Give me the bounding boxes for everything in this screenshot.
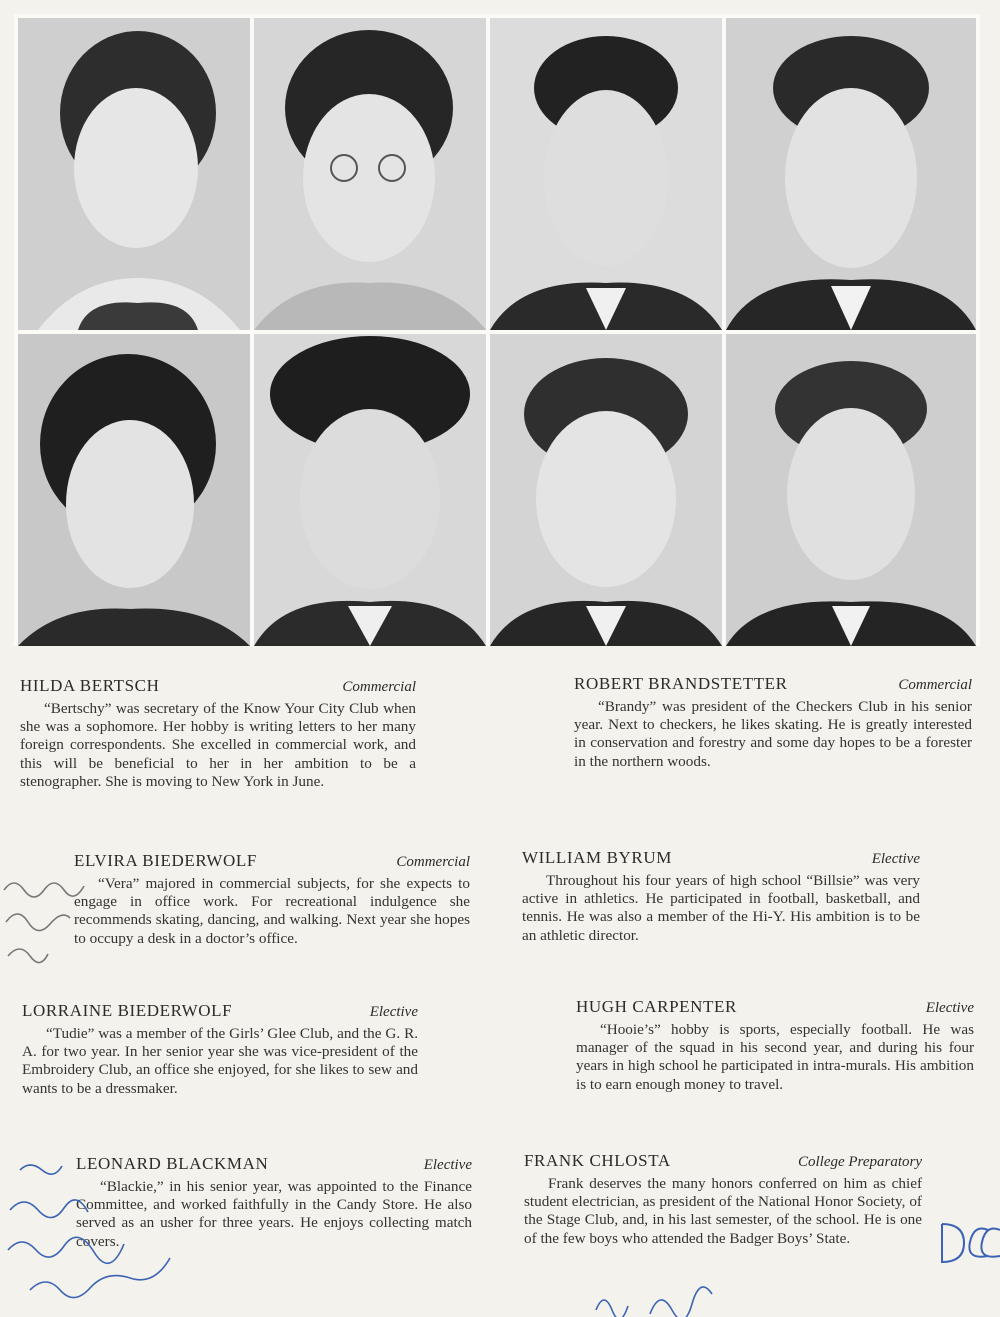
portrait-elvira-biederwolf (490, 18, 722, 330)
student-name: ELVIRA BIEDERWOLF (74, 851, 257, 870)
entry-lorraine-biederwolf (22, 1001, 418, 1098)
handwriting-mark-right-margin (936, 1216, 1000, 1272)
student-bio: Throughout his four years of high school “Billsie” was very active in athletics. He participated in football, basketball, and tennis. He was also a member of the Hi-Y. His ambition is to be an athletic director. (522, 872, 920, 944)
student-name: LEONARD BLACKMAN (76, 1154, 269, 1173)
student-name: HUGH CARPENTER (576, 997, 737, 1016)
student-bio: “Tudie” was a member of the Girls’ Glee Club, and the G. R. A. for two year. In her senior year she was vice-president of the Embroidery Club, an office she enjoyed, for she likes to sew and wants to be a dressmaker. (22, 1025, 418, 1097)
portrait-hugh-carpenter (254, 334, 486, 646)
course-label: Elective (423, 1157, 472, 1173)
course-label: Commercial (396, 854, 470, 870)
student-name: WILLIAM BYRUM (522, 848, 672, 867)
student-name: ROBERT BRANDSTETTER (574, 674, 788, 693)
portrait-robert-brandstetter (254, 18, 486, 330)
student-name: LORRAINE BIEDERWOLF (22, 1001, 233, 1020)
portrait-frank-chlosta (726, 334, 976, 646)
student-bio: “Vera” majored in commercial subjects, for she expects to engage in office work. For recreational indulgence she recommends skating, dancing, and walking. Next year she hopes to occupy a desk in a doctor’s office. (74, 875, 470, 947)
handwriting-mark-bottom-left (0, 1150, 230, 1317)
portrait-leonard-blackman (490, 334, 722, 646)
portrait-grid (14, 14, 980, 646)
portrait-william-byrum (726, 18, 976, 330)
course-label: College Preparatory (797, 1154, 922, 1170)
course-label: Commercial (342, 679, 416, 695)
course-label: Elective (369, 1004, 418, 1020)
portrait-hilda-bertsch (18, 18, 250, 330)
student-name: HILDA BERTSCH (20, 676, 160, 695)
handwriting-mark-bottom-center (590, 1280, 720, 1317)
entry-hugh-carpenter (576, 997, 974, 1094)
course-label: Elective (871, 851, 920, 867)
entry-hilda-bertsch (20, 676, 416, 791)
course-label: Commercial (898, 677, 972, 693)
student-bio: “Bertschy” was secretary of the Know Your City Club when she was a sophomore. Her hobby is writing letters to her many foreign correspondents. She excelled in commercial work, and this will be beneficial to her in her ambition to be a stenographer. She is moving to New York in June. (20, 700, 416, 790)
handwriting-mark-left-middle (0, 870, 90, 980)
student-bio: “Brandy” was president of the Checkers Club in his senior year. Next to checkers, he likes skating. He is greatly interested in conservation and forestry and some day hopes to be a forester in the northern woods. (574, 698, 972, 770)
student-bio: “Hooie’s” hobby is sports, especially football. He was manager of the squad in his second year, and during his four years in high school he participated in intra-murals. His ambition is to earn enough money to travel. (576, 1021, 974, 1093)
entry-elvira-biederwolf (74, 851, 470, 948)
portrait-lorraine-biederwolf (18, 334, 250, 646)
course-label: Elective (925, 1000, 974, 1016)
entry-robert-brandstetter (574, 674, 972, 771)
student-name: FRANK CHLOSTA (524, 1151, 671, 1170)
entry-frank-chlosta (524, 1151, 922, 1248)
student-bio: “Blackie,” in his senior year, was appointed to the Finance Committee, and worked faithfully in the Candy Store. He also served as an usher for three years. He enjoys collecting match covers. (76, 1178, 472, 1250)
entry-william-byrum (522, 848, 920, 945)
student-bio: Frank deserves the many honors conferred on him as chief student electrician, as president of the National Honor Society, of the Stage Club, and, in his last semester, of the school. He is one of the few boys who attended the Badger Boys’ State. (524, 1175, 922, 1247)
